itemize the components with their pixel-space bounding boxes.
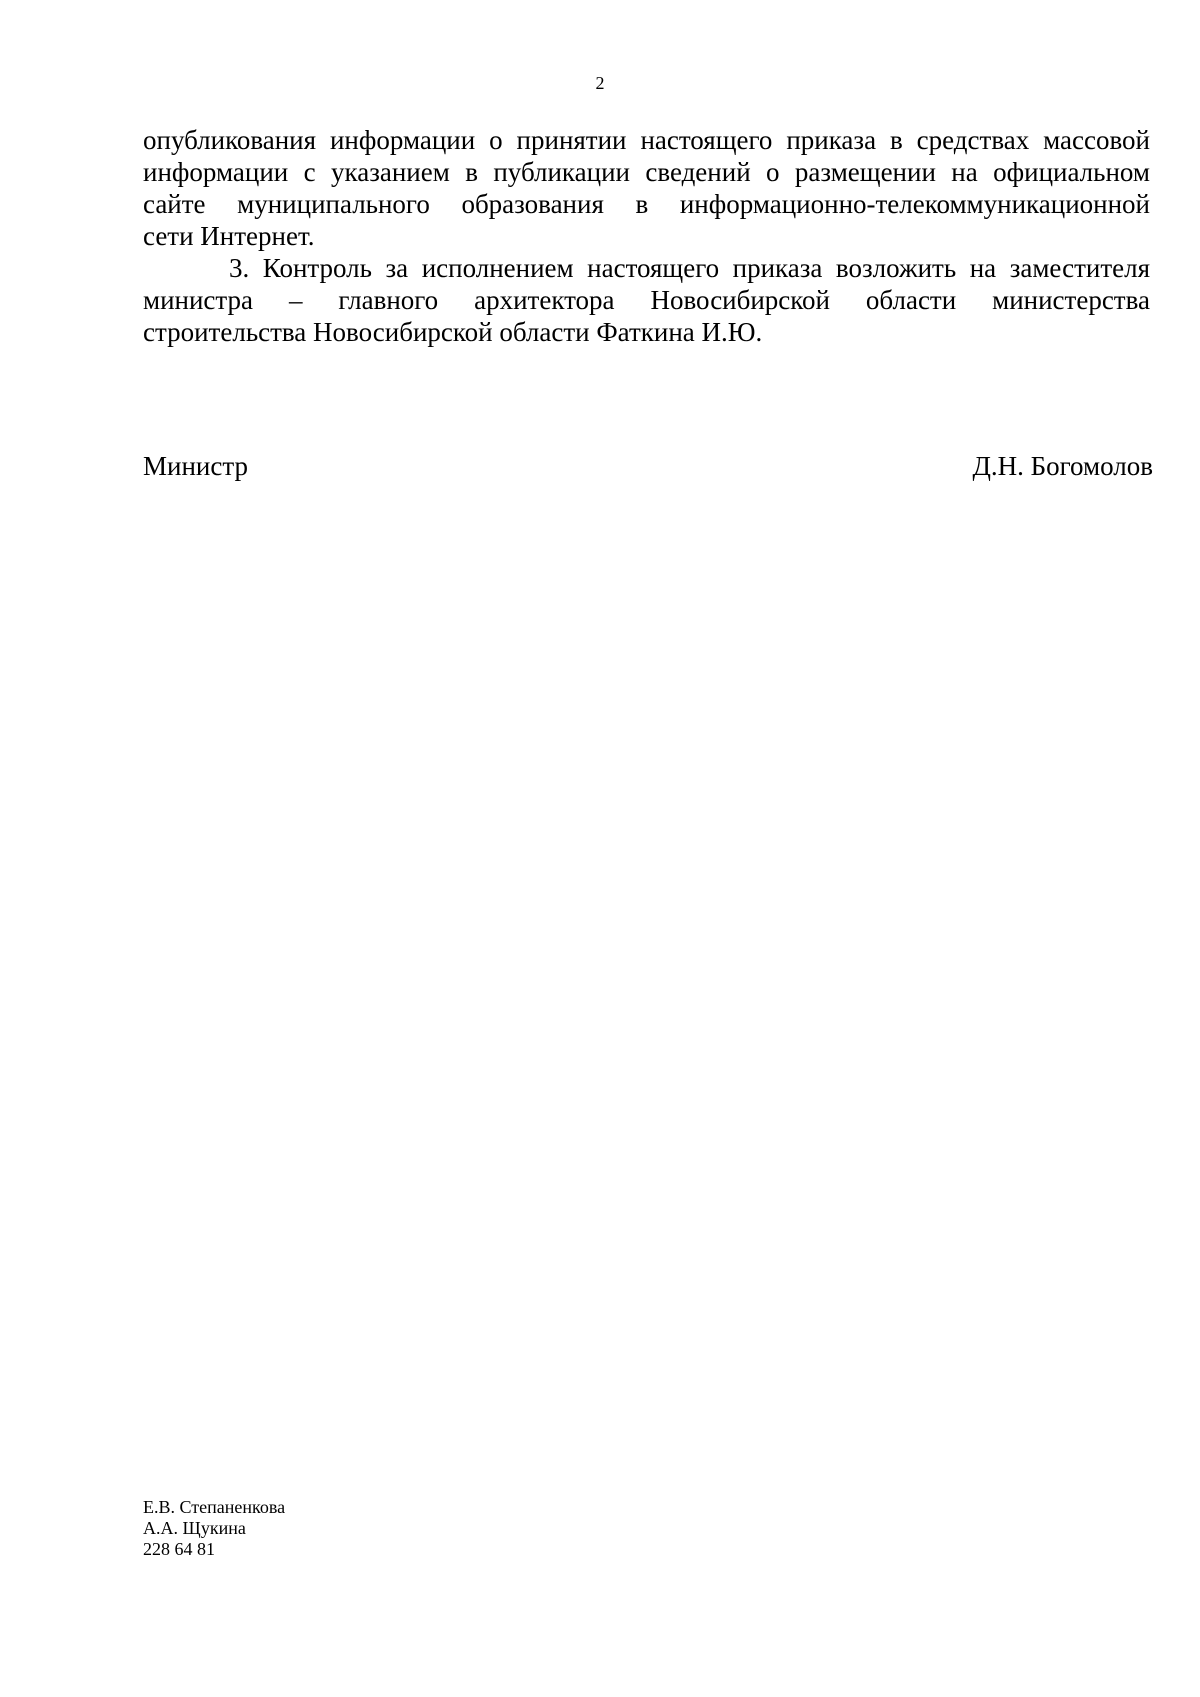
paragraph-line: опубликования информации о принятии настоящего приказа в средствах массовой [143,125,1150,155]
paragraph-line: сайте муниципального образования в информационно-телекоммуникационной [143,189,1150,219]
executor-name: А.А. Щукина [143,1518,246,1538]
paragraph-line: 3. Контроль за исполнением настоящего приказа возложить на заместителя [229,253,1150,283]
executors-block [143,1497,285,1560]
paragraph-line: сети Интернет. [143,221,315,251]
executor-name: Е.В. Степаненкова [143,1497,286,1517]
page-number: 2 [595,73,605,93]
signatory-name: Д.Н. Богомолов [972,451,1153,481]
signatory-title: Министр [143,451,248,481]
paragraph-line: информации с указанием в публикации сведений о размещении на официальном [143,157,1150,187]
paragraph-line: строительства Новосибирской области Фаткина И.Ю. [143,317,763,347]
paragraph-line: министра – главного архитектора Новосибирской области министерства [143,285,1150,315]
paragraph-continuation [143,124,1150,252]
executor-phone: 228 64 81 [143,1539,215,1559]
paragraph-3 [143,252,1150,348]
